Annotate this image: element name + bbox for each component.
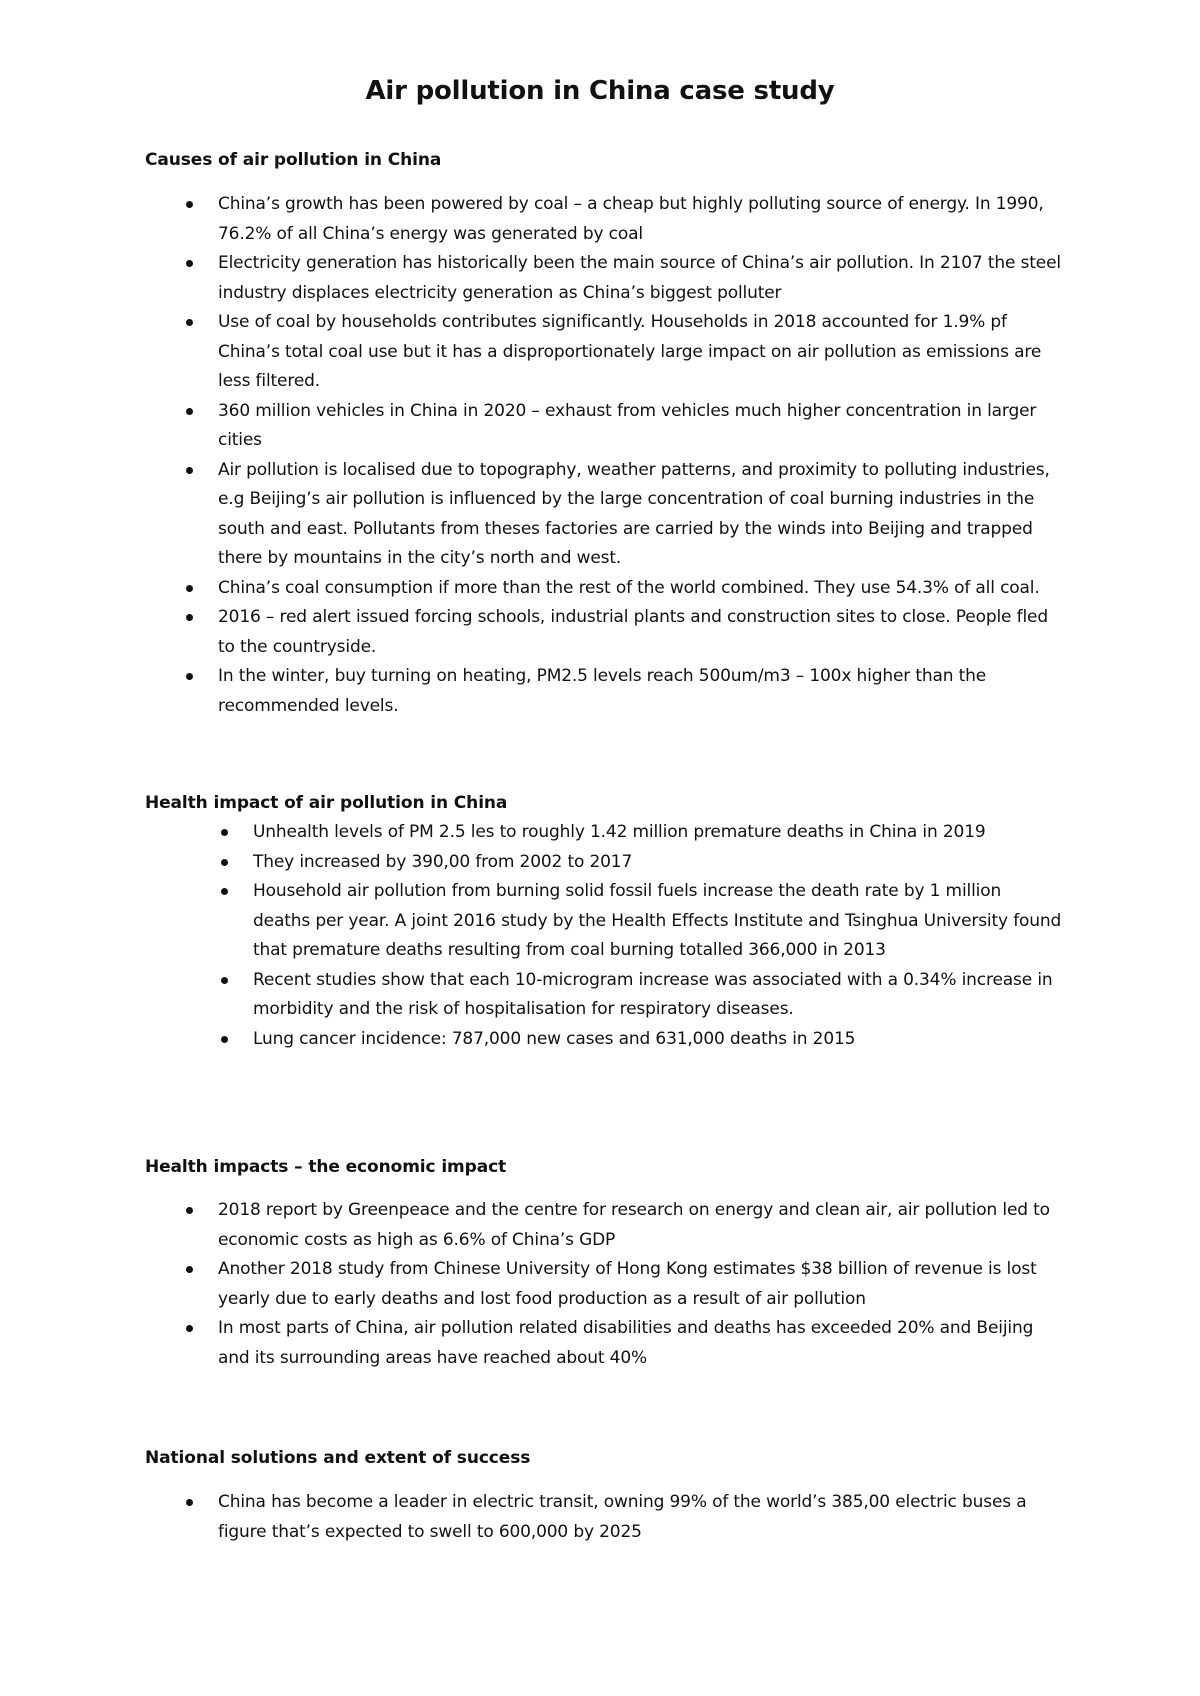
list-item: Electricity generation has historically been the main source of China’s air pollution. In 2107 the steel industry displaces electricity generation as China’s biggest polluter [183, 249, 1063, 308]
list-item: They increased by 390,00 from 2002 to 2017 [218, 848, 1063, 878]
causes-bullet-list [183, 190, 1063, 721]
list-item: 2018 report by Greenpeace and the centre for research on energy and clean air, air pollution led to economic costs as high as 6.6% of China’s GDP [183, 1196, 1063, 1255]
section-heading-causes: Causes of air pollution in China [145, 150, 442, 170]
economic-impact-bullet-list [183, 1196, 1063, 1373]
list-item: In most parts of China, air pollution related disabilities and deaths has exceeded 20% and Beijing and its surrounding areas have reached about 40% [183, 1314, 1063, 1373]
document-title: Air pollution in China case study [365, 76, 835, 106]
section-heading-national-solutions: National solutions and extent of success [145, 1448, 531, 1468]
list-item: Another 2018 study from Chinese University of Hong Kong estimates $38 billion of revenue is lost yearly due to early deaths and lost food production as a result of air pollution [183, 1255, 1063, 1314]
list-item: Lung cancer incidence: 787,000 new cases and 631,000 deaths in 2015 [218, 1025, 1063, 1055]
list-item: Recent studies show that each 10-microgram increase was associated with a 0.34% increase in morbidity and the risk of hospitalisation for respiratory diseases. [218, 966, 1063, 1025]
list-item: Household air pollution from burning solid fossil fuels increase the death rate by 1 million deaths per year. A joint 2016 study by the Health Effects Institute and Tsinghua University found that premature deaths resulting from coal burning totalled 366,000 in 2013 [218, 877, 1063, 966]
list-item: China’s growth has been powered by coal – a cheap but highly polluting source of energy. In 1990, 76.2% of all China’s energy was generated by coal [183, 190, 1063, 249]
national-solutions-bullet-list [183, 1488, 1063, 1547]
health-impact-bullet-list [218, 818, 1063, 1054]
list-item: Use of coal by households contributes significantly. Households in 2018 accounted for 1.9% pf China’s total coal use but it has a disproportionately large impact on air pollution as emissions are less filtered. [183, 308, 1063, 397]
list-item: Air pollution is localised due to topography, weather patterns, and proximity to polluting industries, e.g Beijing’s air pollution is influenced by the large concentration of coal burning industries in the south and east. Pollutants from theses factories are carried by the winds into Beijing and trapped there by mountains in the city’s north and west. [183, 456, 1063, 574]
list-item: 2016 – red alert issued forcing schools, industrial plants and construction sites to close. People fled to the countryside. [183, 603, 1063, 662]
list-item: 360 million vehicles in China in 2020 – exhaust from vehicles much higher concentration in larger cities [183, 397, 1063, 456]
list-item: China’s coal consumption if more than the rest of the world combined. They use 54.3% of all coal. [183, 574, 1063, 604]
list-item: China has become a leader in electric transit, owning 99% of the world’s 385,00 electric buses a figure that’s expected to swell to 600,000 by 2025 [183, 1488, 1063, 1547]
section-heading-health-impact: Health impact of air pollution in China [145, 793, 508, 813]
list-item: In the winter, buy turning on heating, PM2.5 levels reach 500um/m3 – 100x higher than the recommended levels. [183, 662, 1063, 721]
section-heading-economic-impact: Health impacts – the economic impact [145, 1157, 507, 1177]
list-item: Unhealth levels of PM 2.5 les to roughly 1.42 million premature deaths in China in 2019 [218, 818, 1063, 848]
